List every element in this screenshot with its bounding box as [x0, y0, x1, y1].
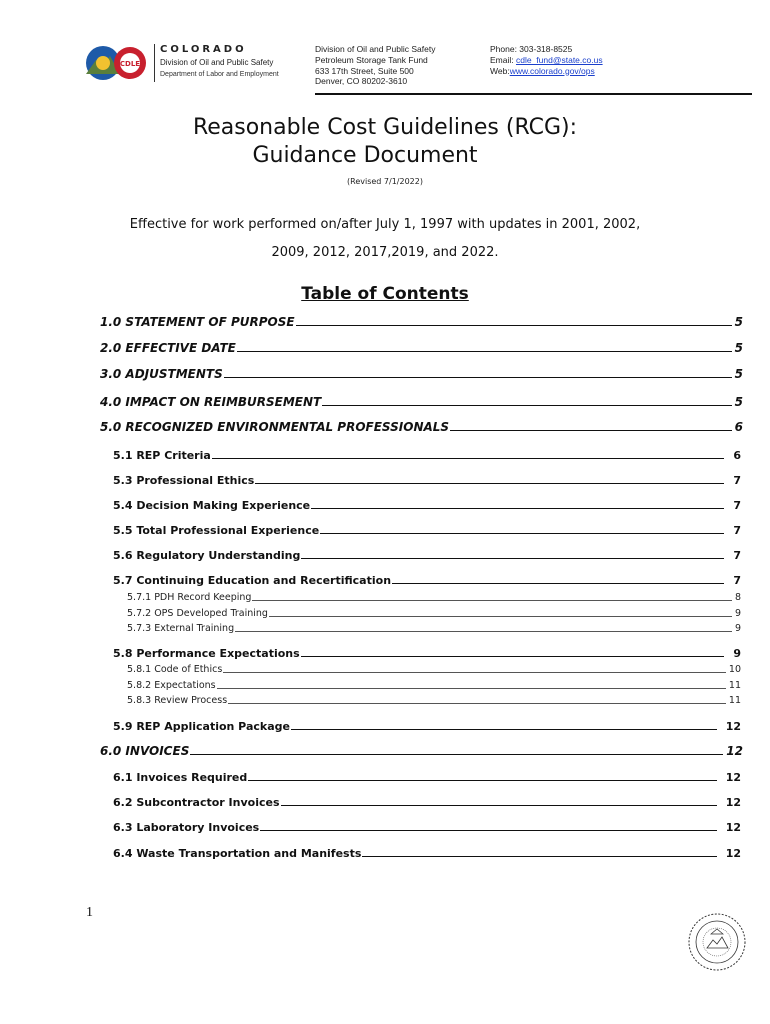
header-rule: [315, 93, 752, 95]
toc-entry-text: 1.0 STATEMENT OF PURPOSE: [100, 315, 295, 329]
toc-leader: [450, 430, 732, 431]
toc-entry-text: 3.0 ADJUSTMENTS: [100, 367, 223, 381]
toc-entry[interactable]: [113, 499, 741, 512]
toc-page-number: 9: [734, 623, 741, 634]
toc-page-number: 7: [733, 549, 741, 562]
toc-page-number: 12: [725, 847, 741, 860]
toc-page-number: 12: [725, 771, 741, 784]
toc-page-number: 12: [725, 821, 741, 834]
phone-text: Phone: 303-318-8525: [490, 44, 573, 54]
toc-entry-text: 6.3 Laboratory Invoices: [113, 821, 260, 834]
toc-page-number: 7: [733, 474, 741, 487]
toc-leader: [301, 656, 725, 657]
toc-entry-text: 5.4 Decision Making Experience: [113, 499, 311, 512]
toc-entry[interactable]: [113, 647, 741, 660]
toc-entry-text: 5.0 RECOGNIZED ENVIRONMENTAL PROFESSIONALS: [100, 420, 450, 434]
address-line: Division of Oil and Public Safety: [315, 44, 436, 54]
toc-entry-text: 5.8 Performance Expectations: [113, 647, 300, 660]
toc-page-number: 5: [734, 367, 743, 381]
toc-page-number: 5: [734, 315, 743, 329]
toc-leader: [362, 856, 716, 857]
toc-leader: [296, 325, 732, 326]
toc-entry[interactable]: [100, 341, 743, 355]
web-label: Web:: [490, 65, 510, 76]
org-division: Division of Oil and Public Safety: [160, 58, 274, 67]
toc-leader: [322, 405, 731, 406]
toc-entry-text: 5.7.3 External Training: [127, 623, 235, 634]
toc-title: Table of Contents: [301, 284, 469, 304]
toc-page-number: 7: [733, 574, 741, 587]
toc-leader: [301, 558, 724, 559]
toc-entry[interactable]: [100, 315, 743, 329]
toc-entry[interactable]: [100, 395, 743, 409]
toc-page-number: 10: [728, 664, 741, 675]
toc-leader: [281, 805, 717, 806]
toc-page-number: 9: [733, 647, 741, 660]
toc-leader: [320, 533, 724, 534]
title-line-2: Guidance Document: [252, 143, 478, 168]
toc-entry-text: 5.7.2 OPS Developed Training: [127, 608, 268, 619]
toc-page-number: 5: [734, 341, 743, 355]
toc-entry[interactable]: [113, 821, 741, 834]
toc-entry-text: 5.7.1 PDH Record Keeping: [127, 592, 252, 603]
toc-leader: [269, 616, 732, 617]
toc-leader: [291, 729, 717, 730]
toc-leader: [255, 483, 724, 484]
toc-entry-text: 5.7 Continuing Education and Recertification: [113, 574, 392, 587]
toc-entry-text: 5.9 REP Application Package: [113, 720, 290, 733]
toc-entry[interactable]: [127, 664, 741, 675]
toc-page-number: 9: [734, 608, 741, 619]
toc-page-number: 7: [733, 524, 741, 537]
toc-leader: [260, 830, 716, 831]
toc-entry[interactable]: [113, 574, 741, 587]
toc-entry-text: 6.2 Subcontractor Invoices: [113, 796, 280, 809]
toc-page-number: 6: [733, 449, 741, 462]
toc-entry-text: 5.1 REP Criteria: [113, 449, 211, 462]
org-name: COLORADO: [160, 44, 247, 55]
toc-entry[interactable]: [113, 771, 741, 784]
toc-leader: [311, 508, 724, 509]
toc-leader: [235, 631, 732, 632]
toc-entry-text: 4.0 IMPACT ON REIMBURSEMENT: [100, 395, 322, 409]
toc-leader: [224, 377, 732, 378]
toc-leader: [223, 672, 726, 673]
toc-entry-text: 6.4 Waste Transportation and Manifests: [113, 847, 362, 860]
address-line: 633 17th Street, Suite 500: [315, 65, 414, 76]
toc-entry[interactable]: [100, 367, 743, 381]
toc-entry-text: 5.8.3 Review Process: [127, 695, 228, 706]
logo-divider: [154, 44, 155, 82]
toc-entry-text: 6.1 Invoices Required: [113, 771, 248, 784]
web-line: [490, 66, 660, 77]
effective-statement: [0, 211, 770, 267]
toc-leader: [252, 600, 732, 601]
toc-leader: [392, 583, 724, 584]
toc-entry-text: 5.8.1 Code of Ethics: [127, 664, 223, 675]
toc-page-number: 11: [728, 695, 741, 706]
toc-entry[interactable]: [113, 796, 741, 809]
toc-entry-text: 5.5 Total Professional Experience: [113, 524, 320, 537]
toc-entry[interactable]: [127, 592, 741, 603]
effective-line-1: Effective for work performed on/after July 1, 1997 with updates in 2001, 2002,: [129, 217, 641, 232]
org-department: Department of Labor and Employment: [160, 71, 279, 78]
toc-page-number: 12: [725, 796, 741, 809]
web-link[interactable]: www.colorado.gov/ops: [509, 65, 595, 76]
toc-entry[interactable]: [113, 449, 741, 462]
toc-page-number: 12: [725, 720, 741, 733]
address-line: Denver, CO 80202-3610: [315, 76, 408, 87]
toc-page-number: 7: [733, 499, 741, 512]
toc-leader: [248, 780, 716, 781]
toc-entry[interactable]: [113, 474, 741, 487]
toc-entry[interactable]: [100, 420, 743, 434]
colorado-cdle-logo: [84, 44, 152, 82]
toc-entry[interactable]: [113, 720, 741, 733]
toc-entry[interactable]: [113, 847, 741, 860]
toc-entry[interactable]: [127, 623, 741, 634]
toc-entry[interactable]: [113, 524, 741, 537]
toc-entry-text: 5.6 Regulatory Understanding: [113, 549, 301, 562]
toc-entry-text: 6.0 INVOICES: [100, 744, 190, 758]
document-title: [0, 114, 770, 170]
toc-page-number: 12: [726, 744, 743, 758]
address-line: Petroleum Storage Tank Fund: [315, 54, 428, 65]
toc-leader: [237, 351, 732, 352]
toc-entry[interactable]: [113, 549, 741, 562]
toc-page-number: 6: [734, 420, 743, 434]
toc-page-number: 8: [734, 592, 741, 603]
letterhead: [84, 40, 752, 96]
toc-page-number: 5: [734, 395, 743, 409]
toc-leader: [228, 703, 726, 704]
toc-leader: [217, 688, 726, 689]
toc-entry[interactable]: [127, 608, 741, 619]
effective-line-2: 2009, 2012, 2017,2019, and 2022.: [271, 245, 499, 260]
state-seal-icon: [687, 912, 747, 972]
email-line: [490, 55, 660, 66]
toc-leader: [212, 458, 725, 459]
toc-page-number: 11: [728, 680, 741, 691]
toc-entry-text: 5.8.2 Expectations: [127, 680, 216, 691]
revised-date: (Revised 7/1/2022): [347, 177, 423, 186]
toc-entry[interactable]: [127, 680, 741, 691]
toc-leader: [190, 754, 723, 755]
org-block: [160, 44, 320, 78]
email-label: Email:: [490, 54, 516, 65]
address-block: [315, 44, 485, 87]
toc-entry[interactable]: [100, 744, 743, 758]
toc-entry-text: 2.0 EFFECTIVE DATE: [100, 341, 236, 355]
toc-entry-text: 5.3 Professional Ethics: [113, 474, 255, 487]
email-link[interactable]: cdle_fund@state.co.us: [515, 54, 603, 65]
logo-badge-text: CDLE: [119, 60, 141, 68]
contact-block: [490, 44, 660, 76]
page-number: 1: [86, 905, 93, 920]
toc-entry[interactable]: [127, 695, 741, 706]
title-line-1: Reasonable Cost Guidelines (RCG):: [192, 115, 578, 140]
